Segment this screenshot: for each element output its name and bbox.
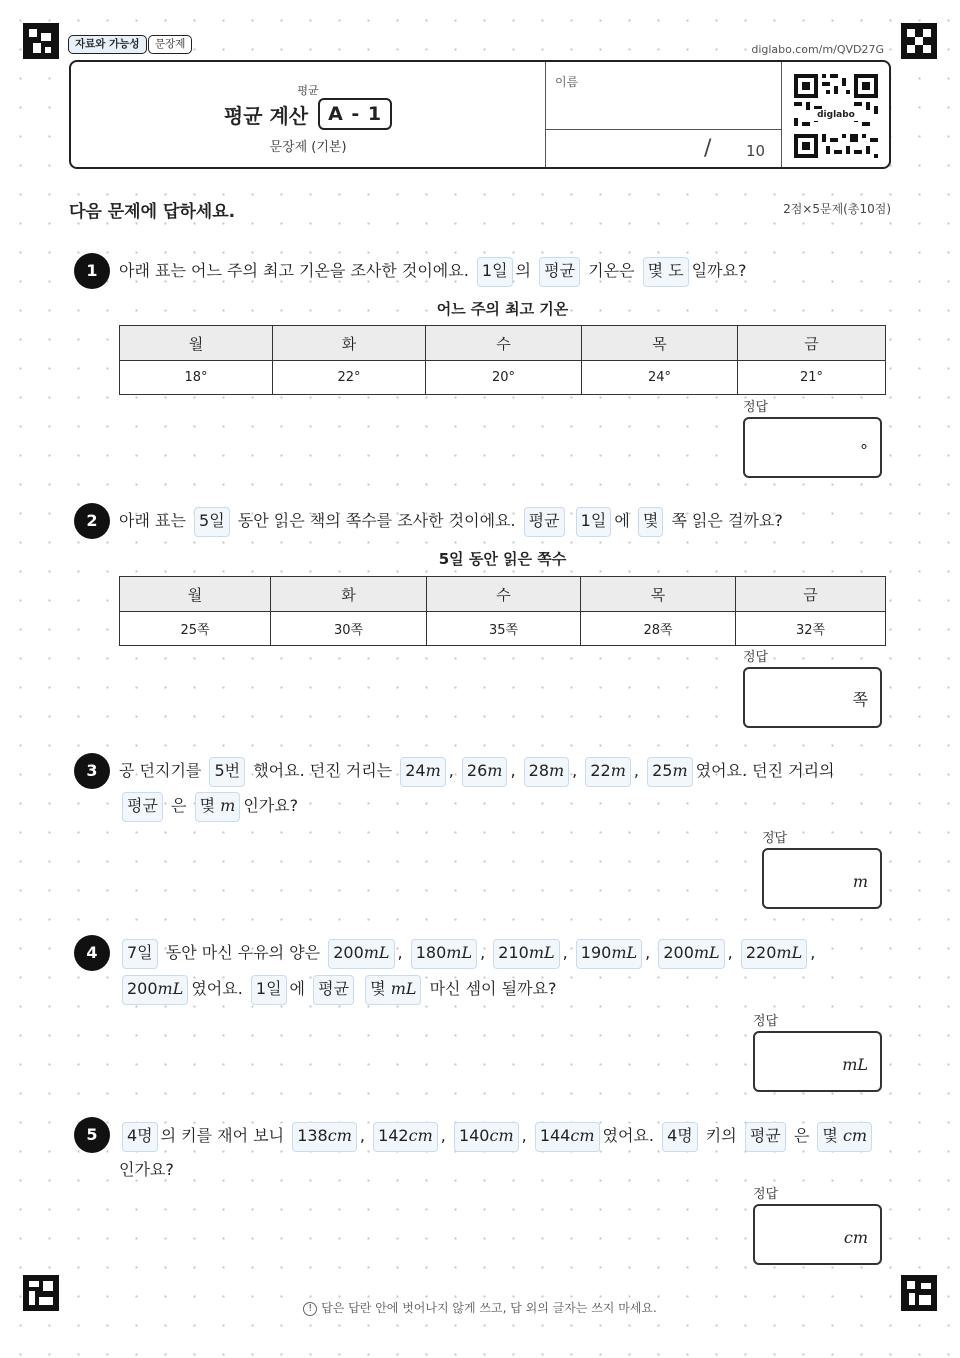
- milk-value: 200mL: [122, 975, 188, 1005]
- highlight: 5일: [194, 507, 230, 537]
- answer-label: 정답: [753, 1014, 779, 1029]
- question-text-line-2: [119, 789, 298, 823]
- text: 아래 표는 어느 주의 최고 기온을 조사한 것이에요.: [119, 261, 469, 280]
- table-cell: 18°: [120, 361, 273, 395]
- table-cell: 24°: [582, 361, 738, 395]
- text: 일까요?: [691, 261, 747, 280]
- question-number: 5: [74, 1117, 110, 1153]
- table-row: [120, 361, 886, 395]
- text: 은: [793, 1126, 810, 1145]
- text: 동안 읽은 책의 쪽수를 조사한 것이에요.: [237, 511, 516, 530]
- title-section: [71, 62, 546, 167]
- answer-unit: cm: [843, 1228, 868, 1247]
- title-row: [71, 98, 545, 130]
- table-header-cell: 월: [120, 577, 271, 612]
- table-header-row: [120, 577, 886, 612]
- answer-unit: °: [860, 441, 868, 460]
- milk-value: 180mL: [411, 939, 477, 969]
- table-header-cell: 금: [736, 577, 886, 612]
- highlight: 평균: [524, 507, 565, 537]
- section-divider: [546, 129, 781, 130]
- text: 에: [614, 511, 630, 530]
- answer-box[interactable]: [743, 667, 882, 728]
- table-cell: 35쪽: [427, 612, 581, 646]
- answer-box[interactable]: [762, 848, 882, 909]
- answer-box[interactable]: [743, 417, 882, 478]
- text: 아래 표는: [119, 511, 186, 530]
- table-header-cell: 화: [273, 326, 426, 361]
- highlight: 몇 도: [643, 257, 689, 287]
- highlight: 평균: [539, 257, 580, 287]
- info-icon: !: [303, 1302, 317, 1316]
- milk-value: 190mL: [576, 939, 642, 969]
- question-text-line-1: 7일 동안 마신 우유의 양은 200mL , 180mL , 210mL , 190mL , 200mL , 220mL ,: [119, 936, 815, 970]
- question-number: 4: [74, 935, 110, 971]
- highlight: 1일: [576, 507, 612, 537]
- text: 쪽 읽은 걸까요?: [671, 511, 783, 530]
- height-value: 140cm: [454, 1122, 519, 1152]
- answer-label: 정답: [743, 650, 769, 665]
- worksheet-header: [69, 60, 891, 169]
- question-text: [119, 254, 746, 288]
- answer-box[interactable]: [753, 1204, 882, 1265]
- text: 은: [171, 796, 187, 815]
- footer-note: [0, 1299, 960, 1316]
- unit-name: 평균: [297, 84, 319, 97]
- question-number: 2: [74, 503, 110, 539]
- highlight: 4명: [662, 1122, 698, 1152]
- answer-unit: mL: [842, 1055, 868, 1074]
- text: 인가요?: [243, 796, 299, 815]
- highlight: 1일: [477, 257, 513, 287]
- answer-label: 정답: [743, 400, 769, 415]
- qr-code-icon[interactable]: [792, 72, 880, 160]
- answer-unit: m: [852, 872, 868, 891]
- category-tag: 자료와 가능성: [68, 35, 147, 54]
- text: 동안 마신 우유의 양은: [165, 943, 321, 962]
- distance-value: 24m: [400, 757, 446, 787]
- table-header-cell: 월: [120, 326, 273, 361]
- highlight: 1일: [251, 975, 287, 1005]
- text: 했어요. 던진 거리는: [253, 761, 393, 780]
- milk-value: 220mL: [741, 939, 807, 969]
- instruction: 다음 문제에 답하세요.: [69, 202, 236, 222]
- text: 키의: [705, 1126, 737, 1145]
- milk-value: 210mL: [493, 939, 559, 969]
- highlight: 몇 m: [195, 792, 241, 822]
- text: 였어요.: [191, 979, 243, 998]
- table-title: 어느 주의 최고 기온: [436, 300, 569, 318]
- distance-value: 28m: [524, 757, 570, 787]
- table-title: 5일 동안 읽은 쪽수: [438, 550, 567, 568]
- text: 의: [515, 261, 532, 280]
- page-title: 평균 계산: [223, 103, 309, 128]
- text: 에: [289, 979, 306, 998]
- text: 였어요.: [602, 1126, 654, 1145]
- table-cell: 25쪽: [120, 612, 271, 646]
- worksheet-url[interactable]: diglabo.com/m/QVD27G: [751, 43, 884, 56]
- qr-label: diglabo: [817, 110, 855, 120]
- table-cell: 32쪽: [736, 612, 886, 646]
- question-text: [119, 504, 783, 538]
- level-badge: A - 1: [318, 98, 392, 130]
- highlight: 몇 mL: [365, 975, 421, 1005]
- height-value: 142cm: [373, 1122, 438, 1152]
- question-text-line-1: 공 던지기를 5번 했어요. 던진 거리는 24m , 26m , 28m , 22m , 25m 였어요. 던진 거리의: [119, 754, 835, 788]
- distance-value: 26m: [462, 757, 508, 787]
- highlight: 5번: [209, 757, 245, 787]
- milk-value: 200mL: [658, 939, 724, 969]
- corner-marker-top-left: [23, 23, 59, 59]
- page-subtitle: 문장제 (기본): [269, 140, 347, 155]
- table-cell: 20°: [426, 361, 582, 395]
- answer-box[interactable]: [753, 1031, 882, 1092]
- table-header-cell: 목: [582, 326, 738, 361]
- name-label: 이름: [555, 75, 579, 89]
- table-row: [120, 612, 886, 646]
- question-text-line-2: 인가요?: [119, 1160, 174, 1179]
- table-header-cell: 수: [427, 577, 581, 612]
- text: 기온은: [588, 261, 635, 280]
- highlight: 몇 cm: [817, 1122, 872, 1152]
- highlight: 4명: [122, 1122, 158, 1152]
- table-cell: 21°: [738, 361, 886, 395]
- pages-table: [119, 576, 886, 646]
- text: 마신 셈이 될까요?: [429, 979, 557, 998]
- question-number: 1: [74, 253, 110, 289]
- highlight: 평균: [122, 792, 163, 822]
- question-text-line-2: [119, 972, 556, 1006]
- text: 공 던지기를: [119, 761, 202, 780]
- type-tag: 문장제: [148, 35, 192, 54]
- highlight: 평균: [313, 975, 354, 1005]
- highlight: 몇: [638, 507, 663, 537]
- name-score-section: [546, 62, 782, 167]
- corner-marker-top-right: [901, 23, 937, 59]
- answer-label: 정답: [762, 831, 788, 846]
- height-value: 138cm: [292, 1122, 357, 1152]
- table-header-cell: 금: [738, 326, 886, 361]
- highlight: 평균: [745, 1122, 786, 1152]
- distance-value: 22m: [585, 757, 631, 787]
- footer-text: 답은 답란 안에 벗어나지 않게 쓰고, 답 외의 글자는 쓰지 마세요.: [321, 1301, 657, 1315]
- question-number: 3: [74, 753, 110, 789]
- points-info: 2점×5문제(총10점): [783, 202, 891, 216]
- table-header-cell: 수: [426, 326, 582, 361]
- table-cell: 30쪽: [271, 612, 427, 646]
- height-value: 144cm: [535, 1122, 600, 1152]
- score-total: 10: [746, 142, 766, 160]
- highlight: 7일: [122, 939, 158, 969]
- question-text-line-1: 4명 의 키를 재어 보니 138cm , 142cm , 140cm , 144cm 였어요. 4명 키의 평균 은 몇 cm: [119, 1119, 875, 1153]
- answer-unit: 쪽: [852, 690, 868, 709]
- score-slash: /: [704, 136, 712, 161]
- table-cell: 22°: [273, 361, 426, 395]
- table-cell: 28쪽: [581, 612, 736, 646]
- table-header-row: [120, 326, 886, 361]
- answer-label: 정답: [753, 1187, 779, 1202]
- distance-value: 25m: [647, 757, 693, 787]
- text: 였어요. 던진 거리의: [695, 761, 835, 780]
- milk-value: 200mL: [328, 939, 394, 969]
- table-header-cell: 목: [581, 577, 736, 612]
- table-header-cell: 화: [271, 577, 427, 612]
- temperature-table: [119, 325, 886, 395]
- text: 의 키를 재어 보니: [160, 1126, 285, 1145]
